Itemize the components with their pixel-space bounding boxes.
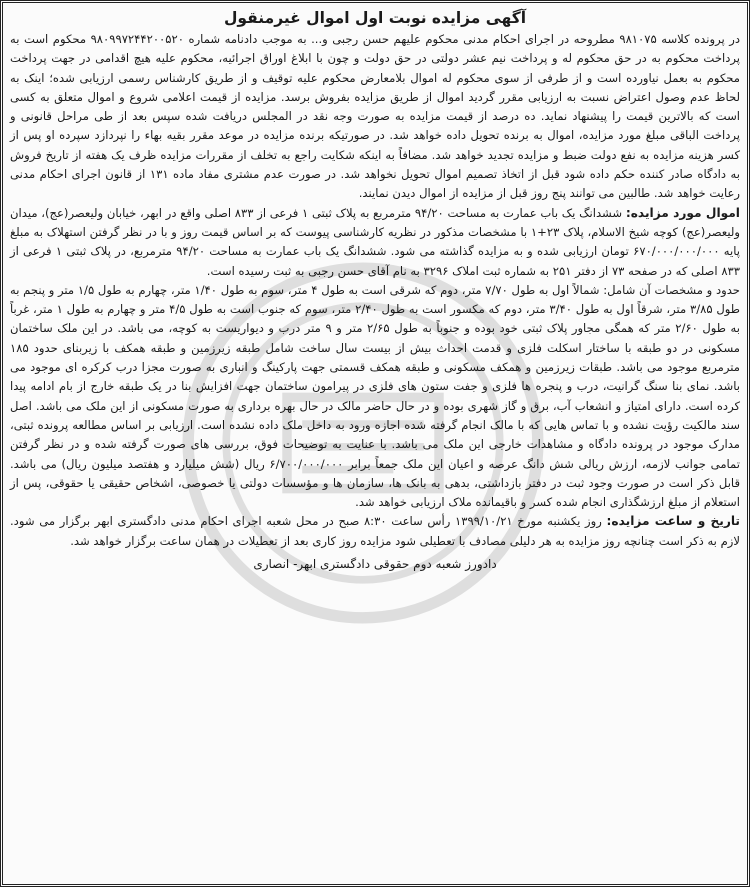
property-paragraph [10,204,740,281]
signature-line: دادورز شعبه دوم حقوقی دادگستری ابهر- انصاری [253,557,497,572]
property-heading: اموال مورد مزایده: [625,205,740,220]
schedule-paragraph [10,512,740,551]
property-text: ششدانگ یک باب عمارت به مساحت ۹۴/۲۰ مترمربع به پلاک ثبتی ۱ فرعی از ۸۳۳ اصلی واقع در ابهر، خیابان ولیعصر(عج)، میدان ولیعصر(عج) کوچه شیخ الاسلام، پلاک ۲۳+۱ با مشخصات مذکور در نظریه کارشناسی پیوست که بر اساس قیمت روز و با در نظر گرفتن استهلاک به مبلغ پایه ۶۷۰/۰۰۰/۰۰۰/۰۰۰ تومان ارزیابی شده و به مزایده گذاشته می شود. ششدانگ یک باب عمارت به مساحت ۹۴/۲۰ مترمربع، در پلاک ثبتی ۱ فرعی از ۸۳۳ اصلی که در صفحه ۷۳ از دفتر ۲۵۱ به شماره ثبت املاک ۳۲۹۶ به نام آقای حسن رجبی به ثبت رسیده است. [10,205,740,278]
intro-paragraph: در پرونده کلاسه ۹۸۱۰۷۵ مطروحه در اجرای احکام مدنی محکوم علیهم حسن رجبی و... به موجب دادنامه شماره ۹۸۰۹۹۷۲۴۴۲۰۰۵۲۰ محکوم است به پرداخت محکوم به در حق محکوم له و پرداخت نیم عشر دولتی در حق دولت و چون با ابلاغ اوراق اجرائیه، محکوم علیه هیچ اقدامی در جهت پرداخت محکوم به بعمل نیاورده است و از طرفی از سوی محکوم له اموال بلامعارض محکوم علیه توقیف و از طریق کارشناس رسمی ارزیابی شده؛ اینک به لحاظ عدم وصول اعتراض نسبت به ارزیابی مقرر گردید اموال از طریق مزایده بفروش برسد. مزایده از قیمت اعلامی شروع و اموال متعلق به کسی است که بالاترین قیمت را پیشنهاد نماید. ده درصد از قیمت مزایده به صورت وجه نقد در المجلس دریافت شده سپس بعد از طی مراحل قانونی و پرداخت الباقی مبلغ مورد مزایده، اموال به برنده تحویل داده خواهد شد. در صورتیکه برنده مزایده در موعد مقرر بقیه بهاء را نپردازد سپرده او پس از کسر هزینه مزایده به نفع دولت ضبط و مزایده تجدید خواهد شد. مضافاً به اینکه شکایت راجع به تخلف از مقررات مزایده ظرف یک هفته از تاریخ فروش به دادگاه صادر کننده حکم داده شود قبل از اتخاذ تصمیم اموال تحویل نخواهد شد. در صورت عدم مشتری مفاد ماده ۱۳۱ از قانون اجرای احکام مدنی رعایت خواهد شد. طالبین می توانند پنج روز قبل از مزایده از اموال دیدن نمایند. [10,32,740,201]
schedule-heading: تاریخ و ساعت مزایده: [606,514,741,529]
property-details-paragraph: حدود و مشخصات آن شامل: شمالاً اول به طول ۷/۷۰ متر، دوم که شرقی است به طول ۴ متر، سوم به طول ۱/۴۰ متر، چهارم به طول ۱/۵ متر و پنجم به طول ۳/۸۵ متر، شرقاً اول به طول ۳/۴۰ متر، دوم که مکسور است به طول ۲/۴۰ متر، سوم که جنوب است به طول ۴/۵ متر و چهارم به طول ۱ متر، غرباً به طول ۲/۶۰ متر که همگی مجاور پلاک ثبتی خود بوده و جنوباً به طول ۲/۶۵ متر و ۹ متر درب و دیواریست به کوچه، می باشد. در این ملک ساختمان مسکونی در دو طبقه با ساختار اسکلت فلزی و قدمت احداث بیش از بیست سال ساخت شامل طبقه زیرزمین و طبقه همکف با زیربنای حدود ۱۸۵ مترمربع موجود می باشد. طبقات زیرزمین و همکف مسکونی و طبقه همکف قسمتی جهت پارکینگ و انباری به صورت مجزا درب کرکره ای موجود می باشد. نمای بنا سنگ گرانیت، درب و پنجره ها فلزی و جفت ستون های فلزی در پیرامون ساختمان جهت افزایش بنا در یک طبقه خارج از بام ادامه پیدا کرده است. دارای امتیاز و انشعاب آب، برق و گاز شهری بوده و در حال حاضر مالک در حال بهره برداری به صورت مسکونی از این ملک می باشد. اصل سند مالکیت رؤیت نشده و با تماس هایی که با مالک انجام گرفته شده اجازه ورود به داخل ملک داده نشده است. ارزیابی بر اساس مطالعه پرونده ثبتی، مدارک موجود در پرونده دادگاه و مشاهدات خارجی این ملک می باشد. با عنایت به توضیحات فوق، بررسی های صورت گرفته شده و در نظر گرفتن تمامی جوانب لازمه، ارزش ریالی شش دانگ عرصه و اعیان این ملک جمعاً برابر ۶/۷۰۰/۰۰۰/۰۰۰ ریال (شش میلیارد و هفتصد میلیون ریال) می باشد. قابل ذکر است در صورت وجود ثبت در دفتر بازداشتی، بدهی به بانک ها، سازمان ها و مؤسسات دولتی یا خصوصی، اشخاص حقیقی یا حقوقی، پس از استعلام از مبلغ ارزشگذاری انجام شده کسر و باقیمانده ملاک ارزیابی خواهد شد. [10,282,741,510]
schedule-text: روز یکشنبه مورخ ۱۳۹۹/۱۰/۲۱ رأس ساعت ۸:۳۰ صبح در محل شعبه اجرای احکام مدنی دادگستری ابهر برگزار می شود. لازم به ذکر است چنانچه روز مزایده به هر دلیلی مصادف با تعطیلی شود مزایده روز کاری بعد از تعطیلات در همان ساعت برگزار خواهد شد. [10,514,740,548]
notice-title: آگهی مزایده نوبت اول اموال غیرمنقول [223,9,527,27]
